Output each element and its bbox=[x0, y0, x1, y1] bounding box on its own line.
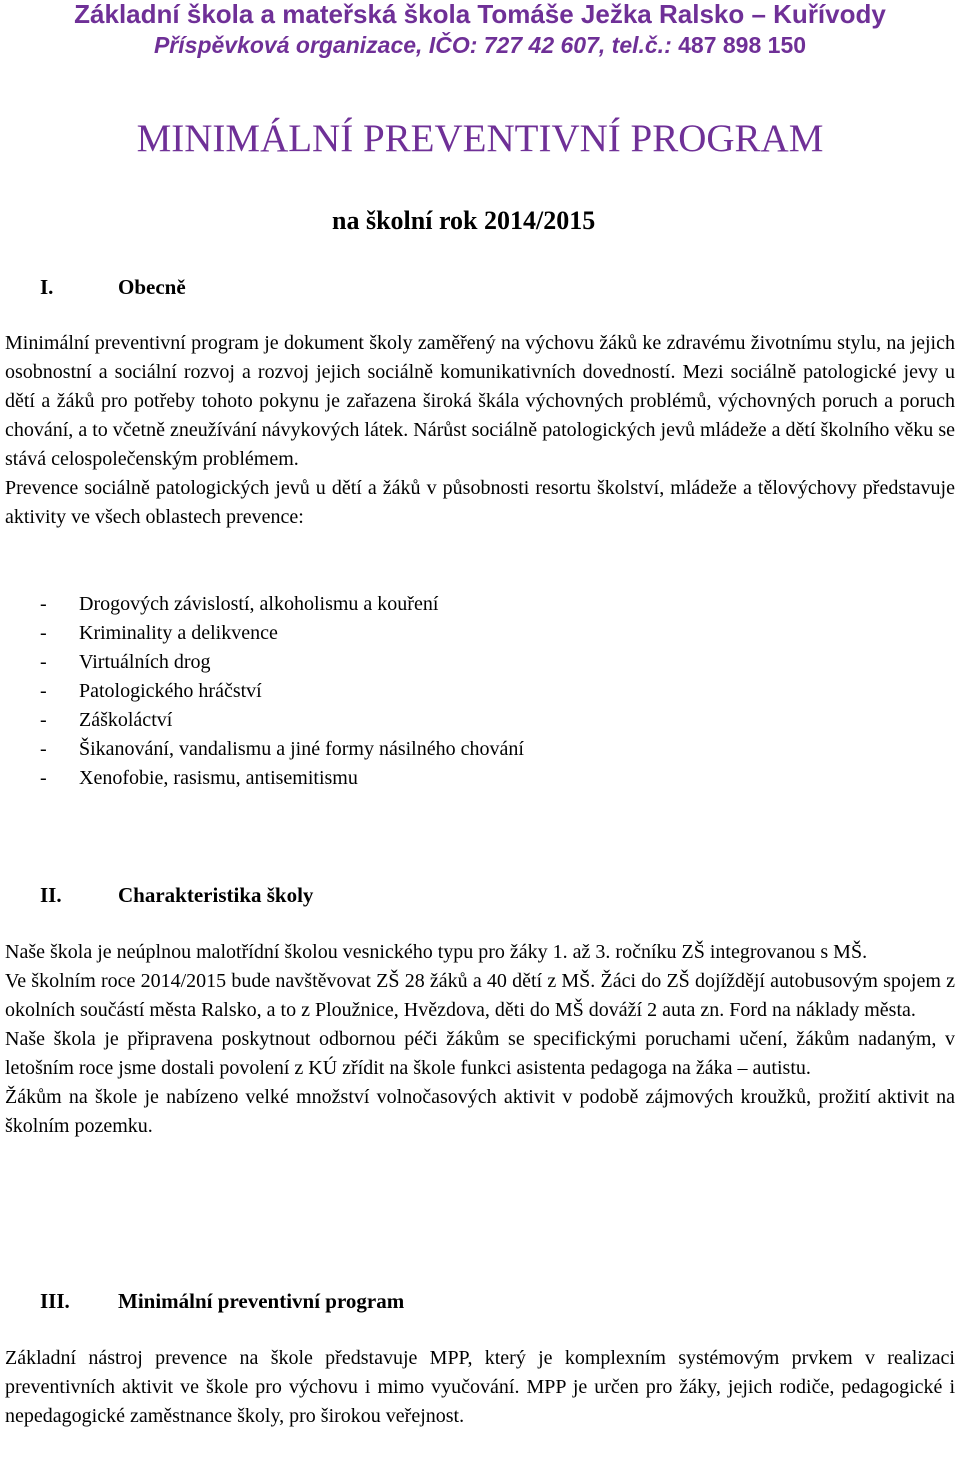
phone-number: 487 898 150 bbox=[671, 32, 807, 58]
section-2-title: Charakteristika školy bbox=[118, 883, 314, 907]
list-marker: - bbox=[40, 593, 47, 615]
section-2-paragraph: Ve školním roce 2014/2015 bude navštěvovat ZŠ 28 žáků a 40 dětí z MŠ. Žáci do ZŠ dojíždějí autobusovým spojem z okolních součástí města Ralsko, a to z Ploužnice, Hvězdova, děti do MŠ dováží 2 auta zn. Ford na náklady města. bbox=[5, 970, 955, 1021]
list-marker: - bbox=[40, 738, 47, 760]
section-1-title: Obecně bbox=[118, 275, 186, 299]
document-subtitle: na školní rok 2014/2015 bbox=[332, 206, 596, 235]
list-marker: - bbox=[40, 622, 47, 644]
organization-details: Příspěvková organizace, IČO: 727 42 607, tel.č.: bbox=[153, 32, 672, 58]
section-1-number: I. bbox=[40, 275, 54, 299]
list-item: - Xenofobie, rasismu, antisemitismu bbox=[5, 764, 524, 793]
list-marker: - bbox=[40, 680, 47, 702]
section-2-body bbox=[5, 938, 955, 1141]
section-1-paragraph: Prevence sociálně patologických jevů u dětí a žáků v působnosti resortu školství, mládeže a tělovýchovy představuje aktivity ve všech oblastech prevence: bbox=[5, 477, 955, 528]
list-marker: - bbox=[40, 767, 47, 789]
section-3-title: Minimální preventivní program bbox=[118, 1289, 405, 1313]
section-1-body bbox=[5, 329, 955, 532]
list-item: - Virtuálních drog bbox=[5, 648, 524, 677]
list-item: - Patologického hráčství bbox=[5, 677, 524, 706]
section-3-number: III. bbox=[40, 1289, 70, 1313]
section-3-body bbox=[5, 1344, 955, 1431]
list-item: - Záškoláctví bbox=[5, 706, 524, 735]
section-2-paragraph: Žákům na škole je nabízeno velké množství volnočasových aktivit v podobě zájmových kroužků, prožití aktivit na školním pozemku. bbox=[5, 1086, 955, 1137]
prevention-areas-list bbox=[5, 590, 524, 793]
school-name: Základní škola a mateřská škola Tomáše Ježka Ralsko – Kuřívody bbox=[74, 0, 886, 29]
list-marker: - bbox=[40, 709, 47, 731]
section-2-paragraph: Naše škola je připravena poskytnout odbornou péči žákům se specifickými poruchami učení, žákům nadaným, v letošním roce jsme dostali povolení z KÚ zřídit na škole funkci asistenta pedagoga na žáka – autistu. bbox=[5, 1028, 955, 1079]
document-title: MINIMÁLNÍ PREVENTIVNÍ PROGRAM bbox=[136, 117, 824, 160]
list-item: - Drogových závislostí, alkoholismu a kouření bbox=[5, 590, 524, 619]
section-1-paragraph: Minimální preventivní program je dokument školy zaměřený na výchovu žáků ke zdravému životnímu stylu, na jejich osobnostní a sociální rozvoj a rozvoj jejich sociálně komunikativních dovedností. Mezi sociálně patologické jevy u dětí a žáků pro potřeby tohoto pokynu je zařazena široká škála výchovných problémů, výchovných poruch a poruch chování, a to včetně zneužívání návykových látek. Nárůst sociálně patologických jevů mládeže a dětí školního věku se stává celospolečenským problémem. bbox=[5, 332, 955, 470]
organization-line bbox=[0, 30, 960, 60]
list-item: - Kriminality a delikvence bbox=[5, 619, 524, 648]
section-3-paragraph: Základní nástroj prevence na škole představuje MPP, který je komplexním systémovým prvkem v realizaci preventivních aktivit ve škole pro výchovu i mimo vyučování. MPP je určen pro žáky, jejich rodiče, pedagogické i nepedagogické zaměstnance školy, pro širokou veřejnost. bbox=[5, 1347, 955, 1427]
list-item: - Šikanování, vandalismu a jiné formy násilného chování bbox=[5, 735, 524, 764]
section-2-paragraph: Naše škola je neúplnou malotřídní školou vesnického typu pro žáky 1. až 3. ročníku ZŠ integrovanou s MŠ. bbox=[5, 941, 868, 963]
section-2-number: II. bbox=[40, 883, 62, 907]
list-marker: - bbox=[40, 651, 47, 673]
